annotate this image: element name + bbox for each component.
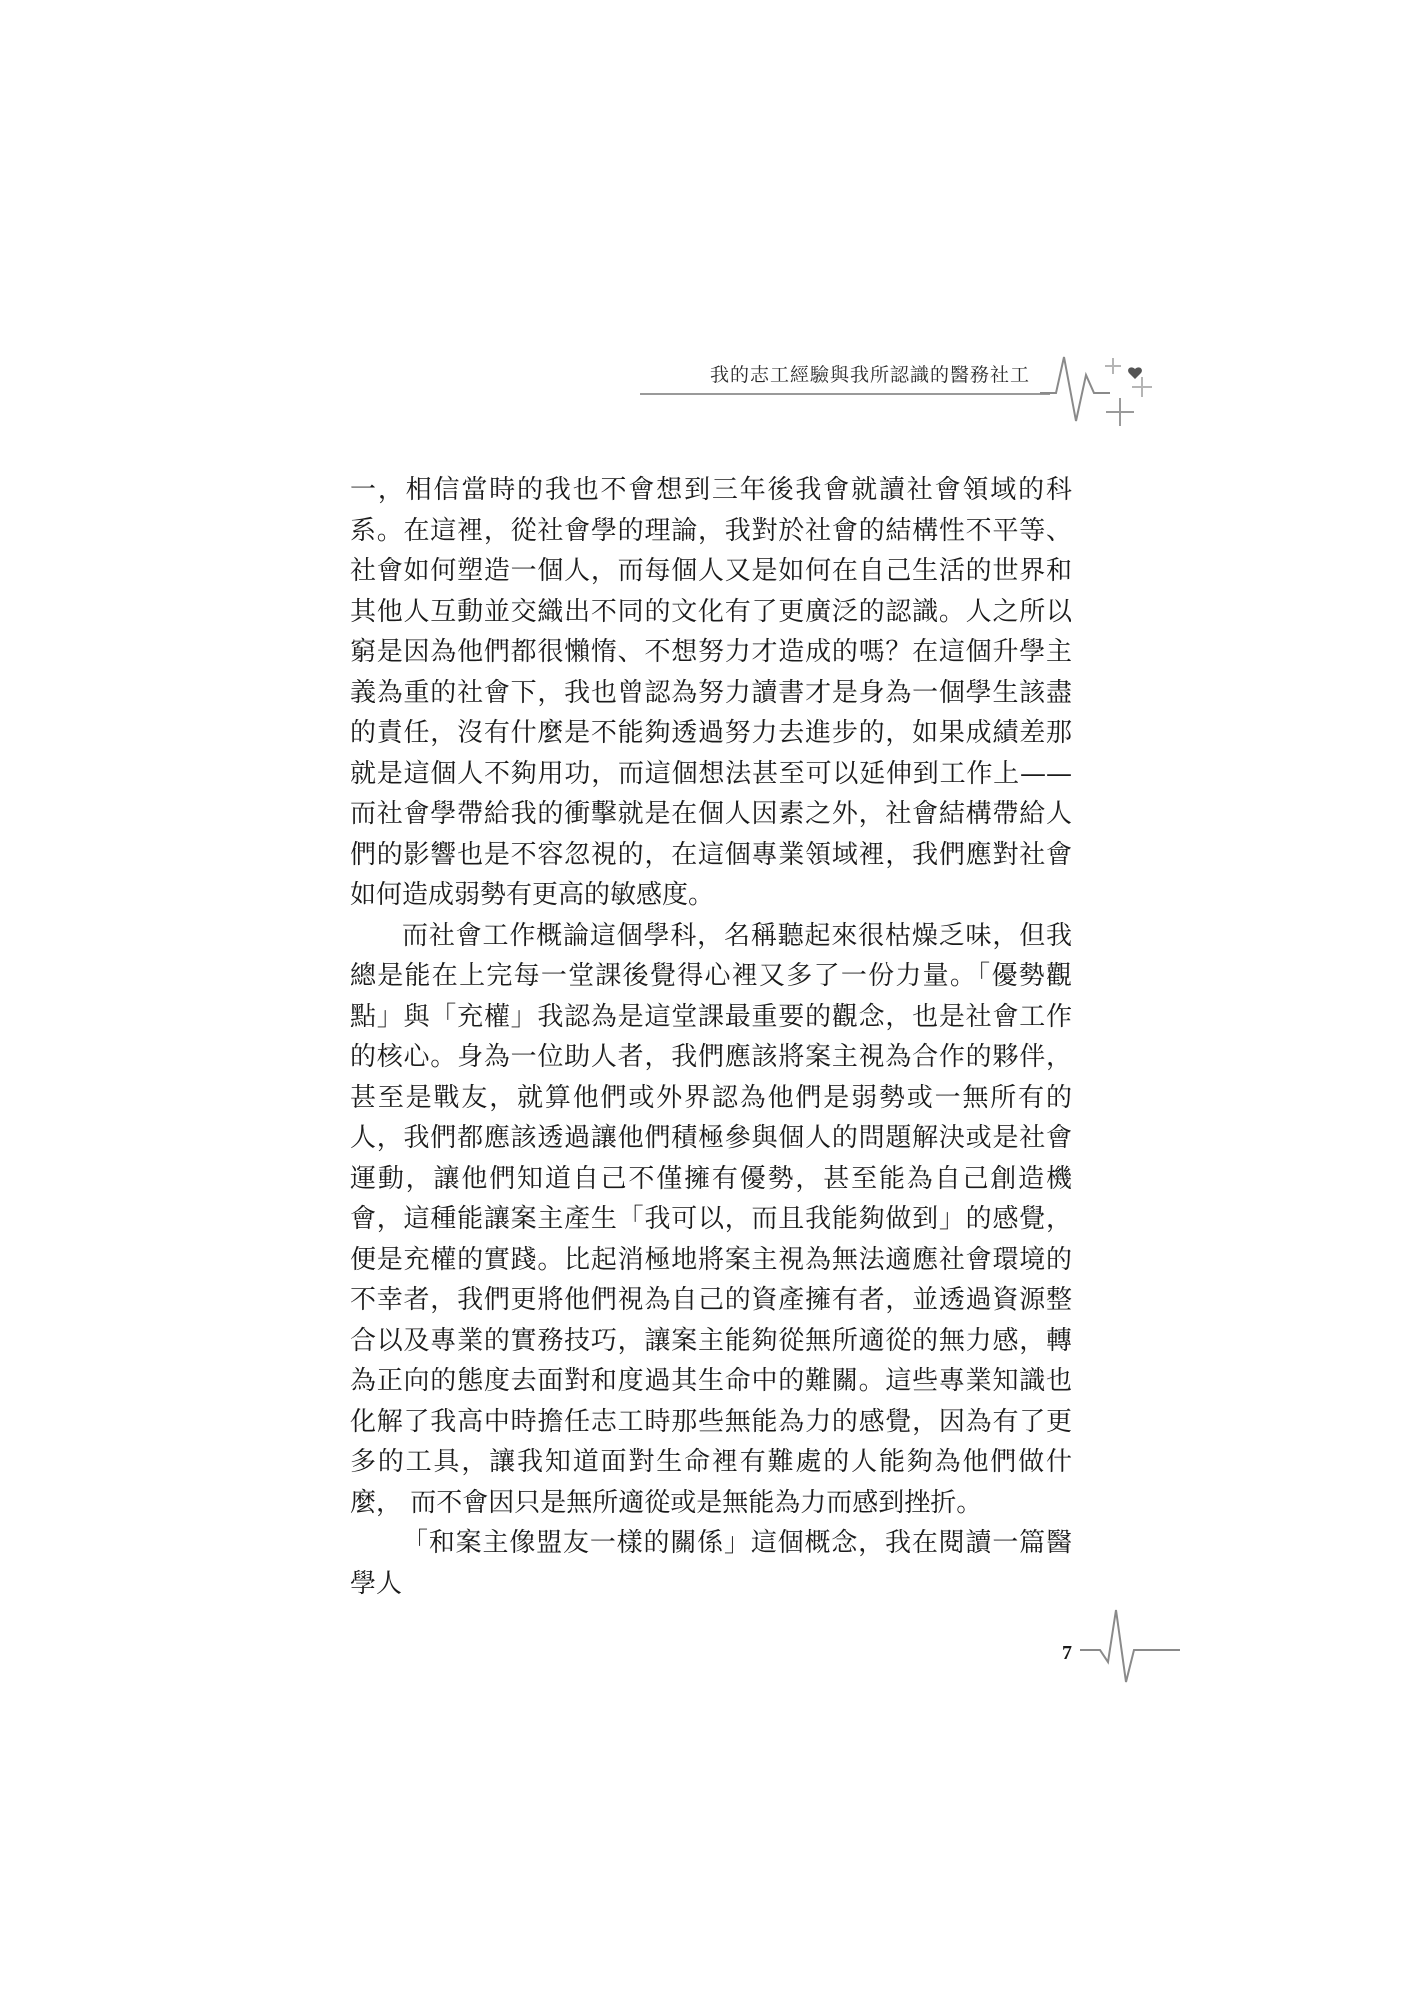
- plus-icon: [1102, 355, 1124, 377]
- header-rule: [640, 393, 1050, 395]
- page-number: 7: [1062, 1642, 1072, 1664]
- paragraph: 而社會工作概論這個學科，名稱聽起來很枯燥乏味，但我總是能在上完每一堂課後覺得心裡又多了一份力量。「優勢觀點」與「充權」我認為是這堂課最重要的觀念，也是社會工作的核心。身為一位助人者，我們應該將案主視為合作的夥伴，甚至是戰友，就算他們或外界認為他們是弱勢或一無所有的人，我們都應該透過讓他們積極參與個人的問題解決或是社會運動，讓他們知道自己不僅擁有優勢，甚至能為自己創造機會，這種能讓案主產生「我可以，而且我能夠做到」的感覺，便是充權的實踐。比起消極地將案主視為無法適應社會環境的不幸者，我們更將他們視為自己的資產擁有者，並透過資源整合以及專業的實務技巧，讓案主能夠從無所適從的無力感，轉為正向的態度去面對和度過其生命中的難關。這些專業知識也化解了我高中時擔任志工時那些無能為力的感覺，因為有了更多的工具，讓我知道面對生命裡有難處的人能夠為他們做什麼， 而不會因只是無所適從或是無能為力而感到挫折。: [350, 920, 1072, 1518]
- running-head: 我的志工經驗與我所認識的醫務社工: [709, 364, 1030, 386]
- body-text: [350, 470, 1072, 1604]
- plus-icon: [1104, 396, 1136, 428]
- heartbeat-line-icon: [1080, 1600, 1200, 1690]
- paragraph: 一，相信當時的我也不會想到三年後我會就讀社會領域的科系。在這裡，從社會學的理論，我對於社會的結構性不平等、社會如何塑造一個人，而每個人又是如何在自己生活的世界和其他人互動並交織出不同的文化有了更廣泛的認識。人之所以窮是因為他們都很懶惰、不想努力才造成的嗎？在這個升學主義為重的社會下，我也曾認為努力讀書才是身為一個學生該盡的責任，沒有什麼是不能夠透過努力去進步的，如果成績差那就是這個人不夠用功，而這個想法甚至可以延伸到工作上——而社會學帶給我的衝擊就是在個人因素之外，社會結構帶給人們的影響也是不容忽視的，在這個專業領域裡，我們應對社會如何造成弱勢有更高的敏感度。: [350, 475, 1072, 910]
- paragraph: 「和案主像盟友一樣的關係」這個概念，我在閱讀一篇醫學人: [350, 1528, 1072, 1599]
